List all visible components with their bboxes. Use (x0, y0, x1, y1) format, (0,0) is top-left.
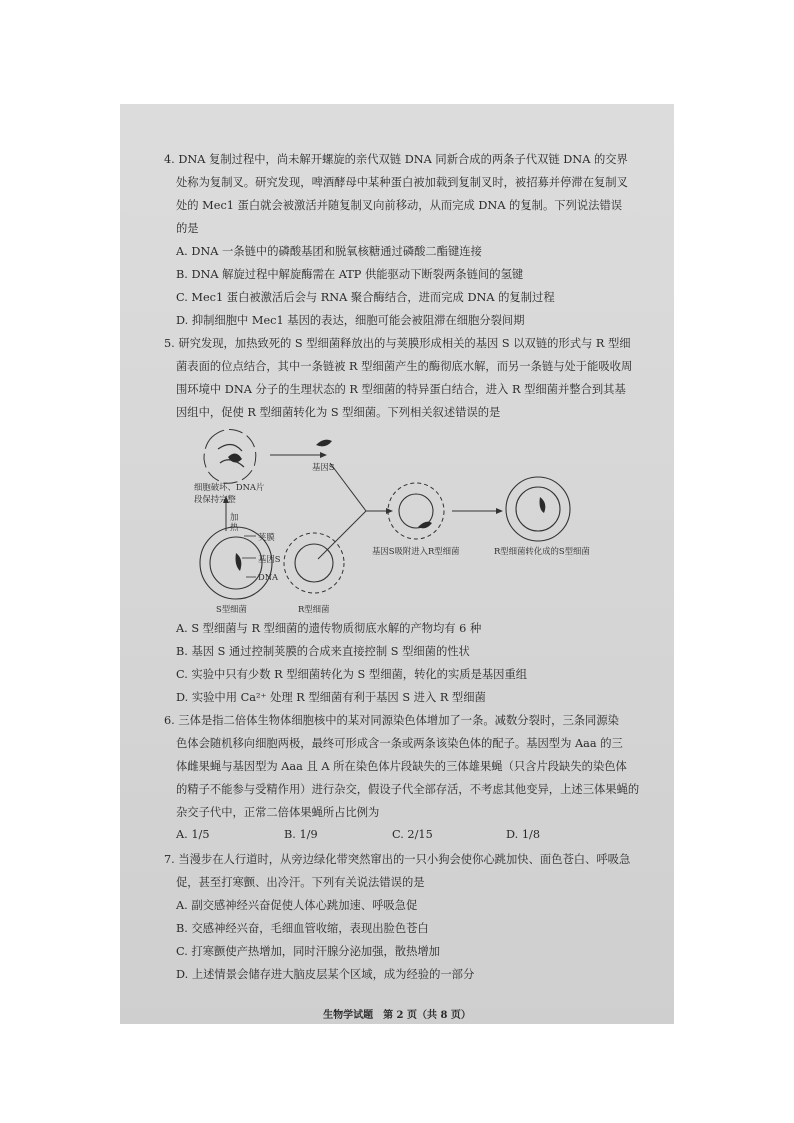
q4-option-b: B. DNA 解旋过程中解旋酶需在 ATP 供能驱动下断裂两条链间的氢键 (176, 268, 524, 281)
q7-line-1: 7. 当漫步在人行道时，从旁边绿化带突然窜出的一只小狗会使你心跳加快、面色苍白、呼吸急 (164, 853, 631, 866)
label-r-bacteria: R型细菌 (298, 604, 330, 614)
diagram-svg (120, 419, 674, 619)
bacteria-transformation-diagram (120, 419, 674, 619)
arrow-head (320, 452, 327, 458)
q5-option-d: D. 实验中用 Ca²⁺ 处理 R 型细菌有利于基因 S 进入 R 型细菌 (176, 691, 486, 704)
label-gene-enter: 基因S吸附进入R型细菌 (372, 546, 460, 556)
q5-line-1: 5. 研究发现，加热致死的 S 型细菌释放出的与荚膜形成相关的基因 S 以双链的形式与 R 型细 (164, 337, 631, 350)
q5-option-a: A. S 型细菌与 R 型细菌的遗传物质彻底水解的产物均有 6 种 (176, 622, 482, 635)
exam-page (120, 104, 674, 1024)
converted-s-cell (506, 477, 570, 541)
q6-option-c: C. 2/15 (392, 828, 433, 841)
q6-line-5: 杂交子代中，正常二倍体果蝇所占比例为 (176, 806, 380, 819)
q5-line-4: 因组中，促使 R 型细菌转化为 S 型细菌。下列相关叙述错误的是 (176, 406, 501, 419)
label-gene-s: 基因S (258, 554, 281, 564)
label-dna: DNA (258, 572, 279, 582)
q4-option-a: A. DNA 一条链中的磷酸基团和脱氧核糖通过磷酸二酯键连接 (176, 245, 482, 258)
q6-line-4: 的精子不能参与受精作用）进行杂交，假设子代全部存活，不考虑其他变异，上述三体果蝇的 (176, 783, 640, 796)
q4-line-1: 4. DNA 复制过程中，尚未解开螺旋的亲代双链 DNA 同新合成的两条子代双链 DNA 的交界 (164, 153, 628, 166)
q4-option-d: D. 抑制细胞中 Mec1 基因的表达，细胞可能会被阻滞在细胞分裂间期 (176, 314, 525, 327)
label-converted: R型细菌转化成的S型细菌 (494, 546, 590, 556)
q5-line-3: 围环境中 DNA 分子的生理状态的 R 型细菌的特异蛋白结合，进入 R 型细菌并整合到其基 (176, 383, 626, 396)
page-footer: 生物学试题 第 2 页（共 8 页） (323, 1010, 471, 1021)
label-heat-2: 热 (230, 522, 239, 532)
convert-arrow-head (496, 508, 503, 514)
r-cell (284, 533, 344, 593)
q7-option-b: B. 交感神经兴奋，毛细血管收缩，表现出脸色苍白 (176, 922, 429, 935)
q5-option-b: B. 基因 S 通过控制荚膜的合成来直接控制 S 型细菌的性状 (176, 645, 470, 658)
q6-line-1: 6. 三体是指二倍体生物体细胞核中的某对同源染色体增加了一条。减数分裂时，三条同源染 (164, 714, 619, 727)
label-broken-line2: 段保持完整 (194, 494, 236, 504)
r-cell-with-gene (388, 483, 444, 539)
q6-line-2: 色体会随机移向细胞两极，最终可形成含一条或两条该染色体的配子。基因型为 Aaa 的三 (176, 737, 623, 750)
label-heat-1: 加 (230, 512, 239, 522)
q6-option-d: D. 1/8 (506, 828, 541, 841)
branch-line-top (330, 463, 366, 511)
q4-line-3: 处的 Mec1 蛋白就会被激活并随复制叉向前移动，从而完成 DNA 的复制。下列说法错误 (176, 199, 623, 212)
label-capsule: 荚膜 (258, 532, 275, 542)
label-s-bacteria: S型细菌 (216, 604, 247, 614)
label-broken-line1: 细胞破坏、DNA片 (194, 482, 265, 492)
q6-option-b: B. 1/9 (284, 828, 318, 841)
q4-line-2: 处称为复制叉。研究发现，啤酒酵母中某种蛋白被加载到复制叉时，被招募并停滞在复制叉 (176, 176, 628, 189)
q7-line-2: 促，甚至打寒颤、出冷汗。下列有关说法错误的是 (176, 876, 425, 889)
label-gene-s-top: 基因S (312, 462, 335, 472)
q6-line-3: 体雌果蝇与基因型为 Aaa 且 A 所在染色体片段缺失的三体雄果蝇（只含片段缺失的染色体 (176, 760, 627, 773)
q6-option-a: A. 1/5 (176, 828, 210, 841)
q7-option-d: D. 上述情景会储存进大脑皮层某个区域，成为经验的一部分 (176, 968, 475, 981)
q4-line-4: 的是 (176, 222, 199, 235)
branch-arrow-head (386, 508, 393, 514)
q4-option-c: C. Mec1 蛋白被激活后会与 RNA 聚合酶结合，进而完成 DNA 的复制过程 (176, 291, 555, 304)
gene-s-fragment (316, 440, 332, 447)
q5-option-c: C. 实验中只有少数 R 型细菌转化为 S 型细菌，转化的实质是基因重组 (176, 668, 528, 681)
q7-option-a: A. 副交感神经兴奋促使人体心跳加速、呼吸急促 (176, 899, 418, 912)
q5-line-2: 菌表面的位点结合，其中一条链被 R 型细菌产生的酶彻底水解，而另一条链与处于能吸收周 (176, 360, 633, 373)
broken-cell-icon (204, 429, 256, 483)
q7-option-c: C. 打寒颤使产热增加，同时汗腺分泌加强，散热增加 (176, 945, 440, 958)
